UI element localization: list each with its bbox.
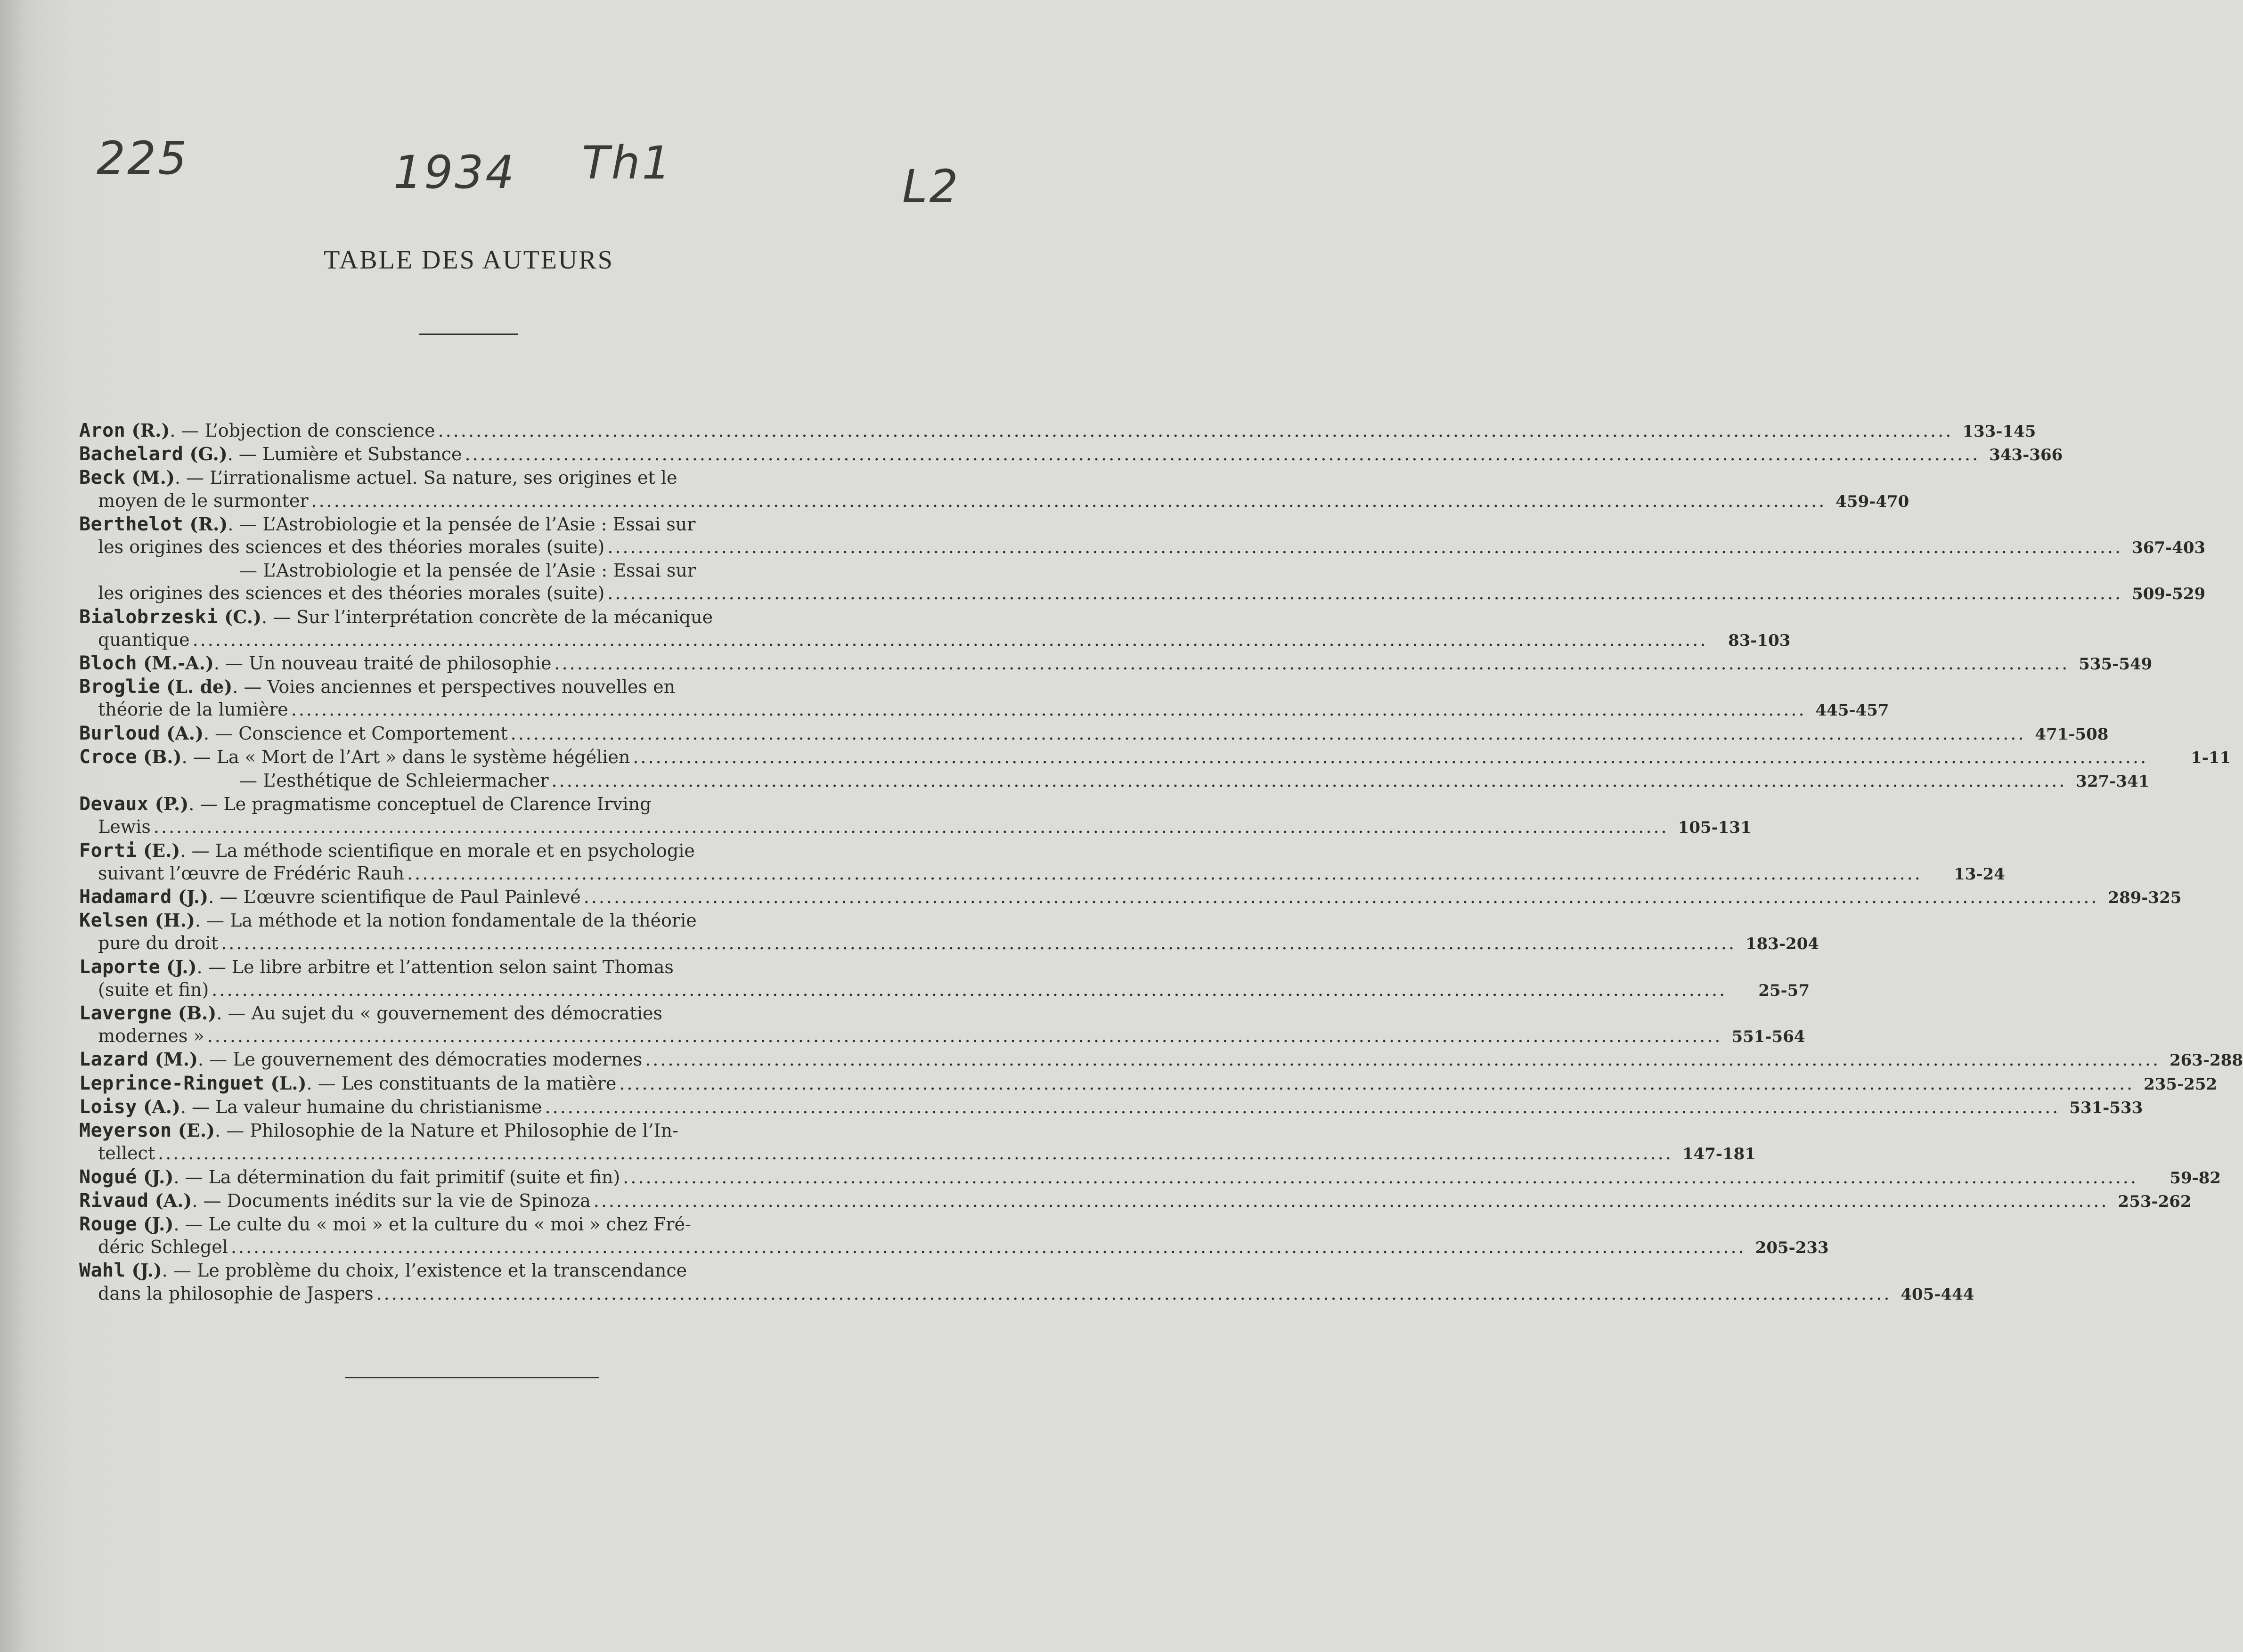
entry-line (79, 489, 1909, 513)
author-initials: (P.) (148, 793, 189, 815)
entry-line (79, 746, 2231, 769)
entry-line (79, 675, 854, 698)
page-range: 147-181 (1682, 1145, 1756, 1164)
entry-line (79, 606, 854, 628)
entry-line (79, 698, 1889, 722)
dot-leader: ........................................................................................................................................................................................................ (438, 420, 1953, 441)
dot-leader: ........................................................................................................................................................................................................ (376, 1283, 1892, 1304)
author-initials: (M.-A.) (137, 652, 214, 674)
entry-title-text: les origines des sciences et des théories morales (suite) (98, 537, 605, 558)
index-entry (79, 793, 1752, 839)
entry-title-text: . — Le problème du choix, l’existence et la transcendance (162, 1260, 687, 1281)
author-initials: (E.) (171, 1120, 215, 1141)
author-initials: (B.) (137, 746, 182, 767)
entry-title-text: tellect (98, 1143, 155, 1164)
entry-title-text: . — Le pragmatisme conceptuel de Clarence Irving (188, 794, 652, 815)
entry-line (79, 909, 854, 932)
dot-leader: ........................................................................................................................................................................................................ (554, 653, 2070, 674)
index-entry (79, 1072, 2218, 1096)
entry-line (79, 769, 2150, 793)
entry-line (79, 1142, 1756, 1165)
entry-line (79, 466, 854, 489)
author-name: Hadamard (79, 886, 172, 908)
page-range: 13-24 (1954, 864, 2005, 884)
entry-line (79, 1025, 1805, 1048)
entry-title-text: suivant l’œuvre de Frédéric Rauh (98, 863, 405, 884)
author-initials: (M.) (125, 467, 175, 488)
dot-leader: ........................................................................................................................................................................................................ (510, 723, 2026, 744)
page-range: 289-325 (2108, 888, 2182, 908)
entry-line (79, 862, 2005, 886)
author-initials: (L.) (264, 1072, 307, 1094)
entry-title-text: . — Le culte du « moi » et la culture du « moi » chez Fré- (173, 1213, 691, 1235)
dot-leader: ........................................................................................................................................................................................................ (158, 1143, 1673, 1164)
handwritten-note-3: Th1 (582, 137, 673, 189)
index-entry (79, 909, 1819, 955)
entry-line (79, 1119, 854, 1142)
page-range: 551-564 (1731, 1027, 1805, 1047)
entry-title-text: . — Philosophie de la Nature et Philosophie de l’In- (215, 1120, 678, 1141)
entry-title-text: dans la philosophie de Jaspers (98, 1283, 374, 1304)
author-initials: (C.) (218, 606, 261, 627)
index-entry (79, 769, 2150, 793)
author-initials: (L. de) (160, 676, 233, 698)
page-range: 253-262 (2118, 1192, 2192, 1211)
entry-line (79, 839, 854, 862)
index-entry (79, 1048, 2243, 1072)
entry-title-text: . — Conscience et Comportement (203, 723, 508, 744)
author-initials: (H.) (148, 910, 195, 931)
page-range: 327-341 (2076, 772, 2150, 791)
handwritten-note-2: 1934 (393, 146, 516, 199)
author-name: Burloud (79, 722, 161, 744)
dot-leader: ........................................................................................................................................................................................................ (407, 863, 1922, 884)
entry-title-text: les origines des sciences et des théories morales (suite) (98, 583, 605, 604)
page-range: 59-82 (2170, 1168, 2221, 1188)
dot-leader: ........................................................................................................................................................................................................ (291, 699, 1806, 720)
author-name: Beck (79, 467, 126, 489)
entry-line (79, 1072, 2218, 1096)
handwritten-note-4: L2 (902, 160, 960, 213)
page-title: TABLE DES AUTEURS (324, 245, 614, 275)
author-name: Lazard (79, 1049, 149, 1071)
author-name: Loisy (79, 1096, 137, 1118)
index-entry (79, 1119, 1756, 1165)
entry-line (79, 1166, 2221, 1189)
page-range: 25-57 (1758, 981, 1810, 1000)
index-entry (79, 722, 2109, 746)
entry-line (79, 956, 854, 978)
entry-line (79, 793, 854, 815)
author-name: Wahl (79, 1260, 126, 1282)
entry-line (79, 652, 2153, 675)
index-entry (79, 1166, 2221, 1189)
entry-line (79, 443, 2063, 466)
index-entry (79, 559, 2206, 605)
entry-title-text: . — Documents inédits sur la vie de Spinoza (192, 1190, 591, 1211)
dot-leader: ........................................................................................................................................................................................................ (230, 1237, 1746, 1258)
entry-line (79, 559, 854, 582)
entry-title-text: . — L’œuvre scientifique de Paul Painlevé (208, 887, 581, 908)
entry-line (79, 628, 1791, 652)
author-initials: (R.) (183, 513, 228, 535)
page-range: 459-470 (1835, 492, 1909, 511)
author-name: Rivaud (79, 1189, 149, 1212)
entry-title-text: — L’Astrobiologie et la pensée de l’Asie : Essai sur (239, 560, 696, 581)
page-range: 235-252 (2144, 1074, 2218, 1094)
entry-line (79, 886, 2182, 909)
entry-title-text: . — La méthode scientifique en morale et en psychologie (180, 840, 695, 861)
author-name: Nogué (79, 1166, 137, 1188)
page-range: 263-288 (2169, 1051, 2243, 1070)
entry-title-text: moyen de le surmonter (98, 490, 309, 511)
dot-leader: ........................................................................................................................................................................................................ (551, 770, 2067, 791)
entry-title-text: déric Schlegel (98, 1237, 228, 1258)
entry-title-text: . — La détermination du fait primitif (suite et fin) (173, 1166, 620, 1188)
page-range: 535-549 (2079, 655, 2153, 674)
entry-title-text: . — Un nouveau traité de philosophie (213, 653, 552, 674)
index-entry (79, 1259, 1974, 1305)
page-range: 133-145 (1962, 422, 2036, 441)
entry-line (79, 932, 1819, 955)
entry-title-text: . — Voies anciennes et perspectives nouvelles en (232, 676, 676, 698)
author-initials: (J.) (160, 956, 197, 977)
page-range: 531-533 (2069, 1098, 2143, 1117)
author-initials: (M.) (148, 1049, 198, 1070)
index-entry (79, 886, 2182, 909)
author-name: Lavergne (79, 1002, 172, 1025)
author-name: Devaux (79, 793, 149, 815)
index-entry (79, 1002, 1805, 1048)
dot-leader: ........................................................................................................................................................................................................ (221, 933, 1737, 954)
entry-title-text: . — Le gouvernement des démocraties modernes (197, 1049, 643, 1070)
author-name: Bachelard (79, 443, 184, 465)
dot-leader: ........................................................................................................................................................................................................ (583, 887, 2099, 908)
page-range: 1-11 (2191, 748, 2231, 767)
dot-leader: ........................................................................................................................................................................................................ (623, 1166, 2138, 1188)
author-initials: (G.) (183, 443, 228, 465)
entry-title-text: Lewis (98, 816, 151, 838)
author-initials: (A.) (148, 1189, 192, 1211)
entry-title-text: pure du droit (98, 933, 219, 954)
index-entry (79, 513, 2206, 559)
entry-title-text: . — Le libre arbitre et l’attention selon saint Thomas (196, 956, 674, 977)
author-name: Croce (79, 746, 137, 768)
dot-leader: ........................................................................................................................................................................................................ (607, 537, 2123, 558)
entry-line (79, 582, 2206, 605)
dot-leader: ........................................................................................................................................................................................................ (619, 1073, 2135, 1094)
page-range: 205-233 (1755, 1238, 1829, 1258)
index-entry (79, 746, 2231, 769)
entry-title-text: modernes » (98, 1025, 204, 1047)
entry-line (79, 815, 1752, 839)
entry-title-text: . — Lumière et Substance (227, 444, 462, 465)
author-name: Kelsen (79, 910, 149, 932)
page-range: 105-131 (1678, 818, 1752, 838)
page-range: 367-403 (2132, 538, 2206, 558)
index-entry (79, 1096, 2143, 1119)
entry-line (79, 978, 1810, 1002)
dot-leader: ........................................................................................................................................................................................................ (192, 629, 1708, 650)
index-entry (79, 606, 1791, 652)
dot-leader: ........................................................................................................................................................................................................ (633, 746, 2148, 767)
entry-line (79, 536, 2206, 559)
author-name: Bialobrzeski (79, 606, 218, 628)
dot-leader: ........................................................................................................................................................................................................ (593, 1190, 2109, 1211)
index-entry (79, 443, 2063, 466)
entry-title-text: . — La valeur humaine du christianisme (180, 1096, 542, 1117)
entry-title-text: — L’esthétique de Schleiermacher (239, 770, 549, 791)
author-name: Laporte (79, 956, 161, 978)
index-entry (79, 675, 1889, 722)
entry-title-text: quantique (98, 629, 190, 650)
entry-title-text: . — Au sujet du « gouvernement des démocraties (216, 1003, 662, 1024)
page-range: 183-204 (1745, 935, 1819, 954)
handwritten-note-1: 225 (97, 132, 189, 185)
entry-line (79, 1259, 854, 1282)
entry-line (79, 1048, 2243, 1072)
page-range: 445-457 (1815, 701, 1889, 720)
author-initials: (J.) (137, 1213, 174, 1235)
index-entry (79, 419, 2036, 443)
entry-line (79, 1236, 1829, 1259)
entry-line (79, 1282, 1974, 1306)
page-range: 405-444 (1900, 1285, 1974, 1304)
entry-line (79, 1189, 2192, 1213)
dot-leader: ........................................................................................................................................................................................................ (607, 583, 2123, 604)
entry-title-text: . — La « Mort de l’Art » dans le système hégélien (181, 746, 630, 767)
author-name: Meyerson (79, 1120, 172, 1142)
index-entry (79, 1189, 2192, 1213)
entry-title-text: (suite et fin) (98, 979, 209, 1000)
author-name: Rouge (79, 1213, 137, 1235)
author-initials: (J.) (171, 886, 209, 908)
author-initials: (A.) (137, 1096, 180, 1117)
dot-leader: ........................................................................................................................................................................................................ (207, 1025, 1722, 1047)
author-initials: (E.) (137, 839, 180, 861)
author-initials: (A.) (160, 722, 204, 744)
divider-bottom (345, 1377, 599, 1378)
page-range: 509-529 (2132, 585, 2206, 604)
entry-line (79, 419, 2036, 443)
author-name: Broglie (79, 676, 161, 698)
divider-top (419, 334, 518, 335)
entry-title-text: . — Les constituants de la matière (306, 1073, 617, 1094)
entry-line (79, 1002, 854, 1025)
index-entry (79, 652, 2153, 675)
author-initials: (J.) (125, 1260, 162, 1281)
page-range: 83-103 (1728, 631, 1791, 650)
author-name: Bloch (79, 652, 137, 675)
index-entry (79, 1213, 1829, 1259)
dot-leader: ........................................................................................................................................................................................................ (153, 816, 1669, 838)
entry-title-text: . — L’irrationalisme actuel. Sa nature, ses origines et le (174, 467, 677, 488)
index-entry (79, 839, 2005, 886)
dot-leader: ........................................................................................................................................................................................................ (465, 444, 1980, 465)
entry-title-text: . — Sur l’interprétation concrète de la mécanique (261, 606, 713, 627)
author-name: Forti (79, 839, 137, 862)
entry-title-text: . — La méthode et la notion fondamentale de la théorie (195, 910, 697, 931)
author-initials: (R.) (125, 420, 170, 441)
dot-leader: ........................................................................................................................................................................................................ (645, 1049, 2161, 1070)
author-initials: (J.) (137, 1166, 174, 1188)
entry-line (79, 513, 854, 536)
author-name: Aron (79, 420, 126, 441)
author-name: Berthelot (79, 513, 184, 535)
entry-line (79, 1096, 2143, 1119)
dot-leader: ........................................................................................................................................................................................................ (311, 490, 1827, 511)
page-range: 343-366 (1989, 446, 2063, 465)
page-range: 471-508 (2035, 724, 2109, 744)
entry-title-text: théorie de la lumière (98, 699, 288, 720)
entry-line (79, 1213, 854, 1236)
index-entry (79, 466, 1909, 513)
index-entry (79, 956, 1810, 1002)
entry-title-text: . — L’Astrobiologie et la pensée de l’Asie : Essai sur (228, 513, 696, 535)
author-index-list (79, 419, 2243, 1306)
author-initials: (B.) (171, 1002, 217, 1024)
entry-title-text: . — L’objection de conscience (170, 420, 435, 441)
entry-line (79, 722, 2109, 746)
author-name: Leprince-Ringuet (79, 1072, 265, 1094)
dot-leader: ........................................................................................................................................................................................................ (212, 979, 1727, 1000)
dot-leader: ........................................................................................................................................................................................................ (545, 1096, 2060, 1117)
